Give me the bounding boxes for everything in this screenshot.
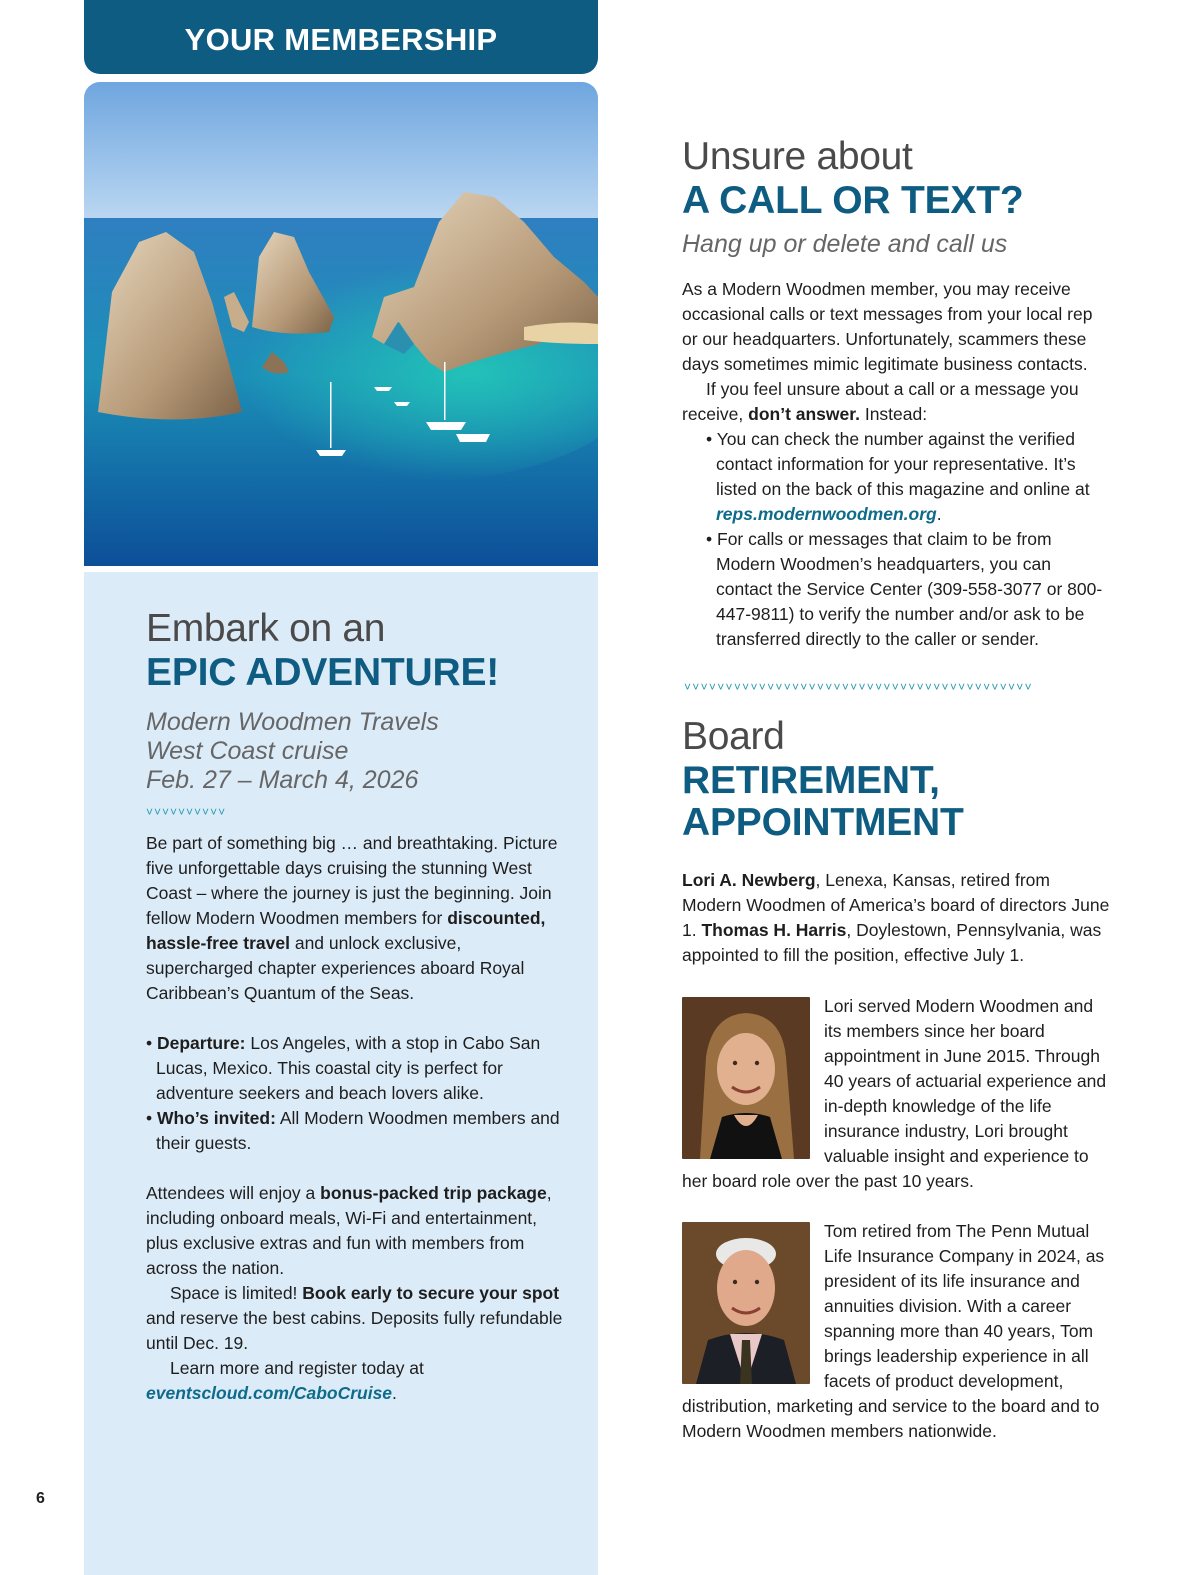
register-paragraph: Learn more and register today at eventscloud.com/CaboCruise. [146, 1358, 424, 1403]
board-headline-1: RETIREMENT, [682, 759, 940, 802]
eventscloud-link[interactable]: eventscloud.com/CaboCruise [146, 1383, 393, 1403]
lori-newberg-photo [682, 997, 810, 1159]
board-headline-2: APPOINTMENT [682, 801, 964, 844]
scam-bullet-rep: • You can check the number against the verified contact information for your representative. It’s listed on the back of this magazine and online at reps.modernwoodmen.org. [706, 429, 1090, 524]
scam-subtitle: Hang up or delete and call us [682, 230, 1008, 258]
travel-intro-paragraph: Be part of something big … and breathtaking. Picture five unforgettable days cruising the stunning West Coast – where the journey is just the beginning. Join fellow Modern Woodmen members for discounted, hassle-free travel and unlock exclusive, supercharged chapter experiences aboard Royal Caribbean’s Quantum of the Seas. [146, 833, 558, 1003]
departure-bullet: • Departure: Los Angeles, with a stop in Cabo San Lucas, Mexico. This coastal city is perfect for adventure seekers and beach lovers alike. [146, 1033, 541, 1103]
chevron-divider: ˅˅˅˅˅˅˅˅˅˅ [146, 805, 227, 819]
package-paragraph: Attendees will enjoy a bonus-packed trip package, including onboard meals, Wi-Fi and entertainment, plus exclusive extras and fun with members from across the nation. [146, 1183, 552, 1278]
scam-article [682, 134, 1112, 652]
travel-dates: Feb. 27 – March 4, 2026 [146, 766, 419, 794]
travel-kicker: Embark on an [146, 607, 386, 650]
reps-link[interactable]: reps.modernwoodmen.org [716, 504, 937, 524]
travel-headline: EPIC ADVENTURE! [146, 651, 500, 694]
board-intro-paragraph: Lori A. Newberg, Lenexa, Kansas, retired from Modern Woodmen of America’s board of directors June 1. Thomas H. Harris, Doylestown, Pennsylvania, was appointed to fill the position, effective July 1. [682, 870, 1110, 965]
board-kicker: Board [682, 715, 785, 758]
tom-paragraph: Tom retired from The Penn Mutual Life Insurance Company in 2024, as president of its life insurance and annuities division. With a career spanning more than 40 years, Tom brings leadership experience in all facets of product development, distribution, marketing and service to the board and to Modern Woodmen members nationwide. [682, 1221, 1105, 1441]
travel-subtitle-2: West Coast cruise [146, 737, 349, 765]
travel-subtitle-1: Modern Woodmen Travels [146, 708, 439, 736]
scam-kicker: Unsure about [682, 135, 913, 178]
lori-paragraph: Lori served Modern Woodmen and its members since her board appointment in June 2015. Through 40 years of actuarial experience and in-depth knowledge of the life insurance industry, Lori brought valuable insight and experience to her board role over the past 10 years. [682, 996, 1107, 1191]
space-limited-paragraph: Space is limited! Book early to secure your spot and reserve the best cabins. Deposits fully refundable until Dec. 19. [146, 1283, 563, 1353]
travel-article [146, 606, 566, 1406]
scam-paragraph-2: If you feel unsure about a call or a message you receive, don’t answer. Instead: [682, 379, 1079, 424]
scam-headline: A CALL OR TEXT? [682, 179, 1024, 222]
scam-paragraph-1: As a Modern Woodmen member, you may receive occasional calls or text messages from your local rep or our headquarters. Unfortunately, scammers these days sometimes mimic legitimate business contacts. [682, 279, 1093, 374]
section-header: YOUR MEMBERSHIP [84, 0, 598, 74]
invited-bullet: • Who’s invited: All Modern Woodmen members and their guests. [146, 1108, 560, 1153]
scam-bullet-hq: • For calls or messages that claim to be from Modern Woodmen’s headquarters, you can contact the Service Center (309-558-3077 or 800-447-9811) to verify the number and/or ask to be transferred directly to the caller or sender. [706, 529, 1103, 649]
page-number: 6 [36, 1490, 45, 1507]
thomas-harris-photo [682, 1222, 810, 1384]
cabo-arch-photo [84, 82, 598, 566]
board-article [682, 714, 1112, 1444]
chevron-divider: ˅˅˅˅˅˅˅˅˅˅˅˅˅˅˅˅˅˅˅˅˅˅˅˅˅˅˅˅˅˅˅˅˅˅˅˅˅˅˅˅˅˅ [684, 680, 1033, 694]
